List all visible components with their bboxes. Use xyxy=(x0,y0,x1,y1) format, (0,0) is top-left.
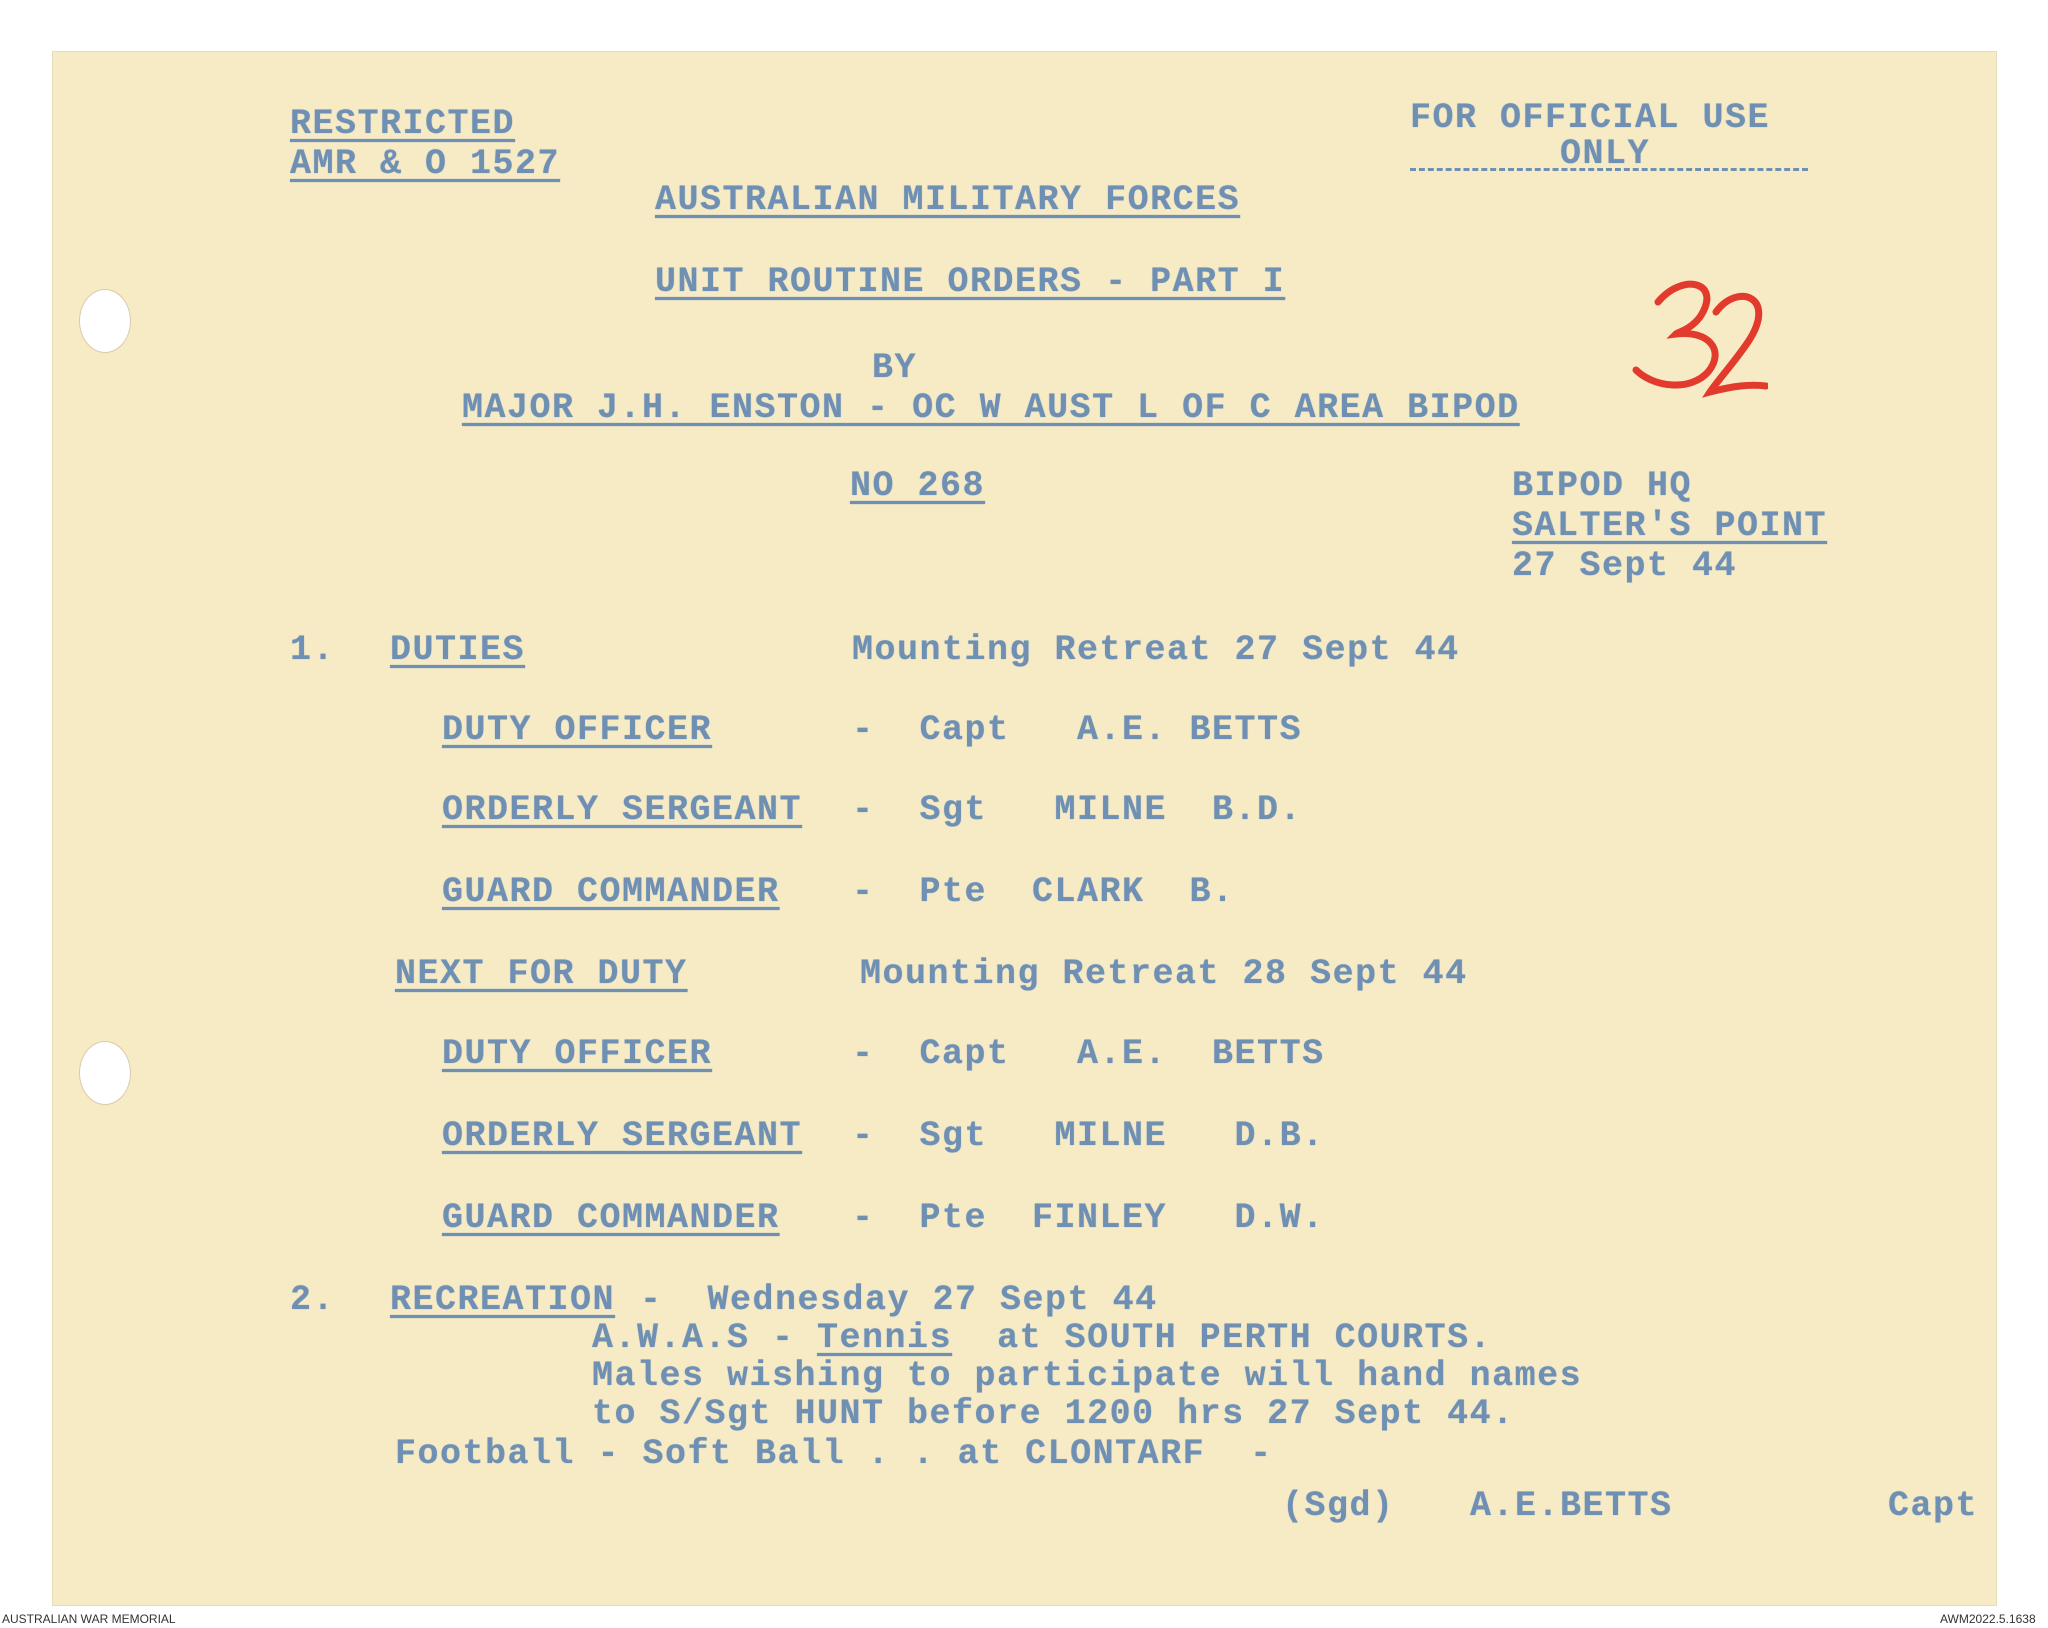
issuing-officer: MAJOR J.H. ENSTON - OC W AUST L OF C AREA BIPOD xyxy=(462,388,1520,428)
next-for-duty-heading: NEXT FOR DUTY xyxy=(395,954,688,994)
archive-credit: AUSTRALIAN WAR MEMORIAL xyxy=(2,1612,176,1626)
punch-hole-top xyxy=(79,289,131,353)
official-use-label: FOR OFFICIAL USE xyxy=(1410,98,1771,138)
signed-label: (Sgd) xyxy=(1282,1486,1395,1526)
next-duty-role: ORDERLY SERGEANT xyxy=(442,1116,803,1156)
by-label: BY xyxy=(872,348,918,388)
duty-role: ORDERLY SERGEANT xyxy=(442,790,803,830)
recreation-heading: RECREATION xyxy=(390,1280,616,1320)
location-hq: BIPOD HQ xyxy=(1512,466,1693,506)
next-duty-role: GUARD COMMANDER xyxy=(442,1198,780,1238)
order-number: NO 268 xyxy=(850,466,986,506)
next-duty-role: DUTY OFFICER xyxy=(442,1034,713,1074)
next-duty-assignment: - Pte FINLEY D.W. xyxy=(852,1198,1325,1238)
next-mounting: Mounting Retreat 28 Sept 44 xyxy=(860,954,1468,994)
next-duty-assignment: - Sgt MILNE D.B. xyxy=(852,1116,1325,1156)
official-use-only: ONLY xyxy=(1560,134,1651,174)
duty-assignment: - Pte CLARK B. xyxy=(852,872,1235,912)
tennis-venue: at SOUTH PERTH COURTS. xyxy=(952,1318,1493,1358)
duties-heading: DUTIES xyxy=(390,630,526,670)
handwritten-page-number xyxy=(1628,272,1768,402)
duty-assignment: - Capt A.E. BETTS xyxy=(852,710,1303,750)
awas-label: A.W.A.S - xyxy=(592,1318,818,1358)
document-subtitle: UNIT ROUTINE ORDERS - PART I xyxy=(655,262,1286,302)
recreation-line-2: Males wishing to participate will hand names xyxy=(592,1356,1583,1396)
section-1-number: 1. xyxy=(290,630,336,670)
tennis-label: Tennis xyxy=(817,1318,953,1358)
signatory-name: A.E.BETTS xyxy=(1470,1486,1673,1526)
duty-role: DUTY OFFICER xyxy=(442,710,713,750)
recreation-day: - Wednesday 27 Sept 44 xyxy=(640,1280,1158,1320)
order-date: 27 Sept 44 xyxy=(1512,546,1738,586)
recreation-line-1 xyxy=(592,1318,1492,1358)
official-use-underline xyxy=(1410,168,1808,171)
restricted-label: RESTRICTED xyxy=(290,104,516,144)
recreation-line-4: Football - Soft Ball . . at CLONTARF - xyxy=(395,1434,1273,1474)
duty-assignment: - Sgt MILNE B.D. xyxy=(852,790,1303,830)
location-salters-point: SALTER'S POINT xyxy=(1512,506,1828,546)
duty-role: GUARD COMMANDER xyxy=(442,872,780,912)
duties-mounting: Mounting Retreat 27 Sept 44 xyxy=(852,630,1460,670)
section-2-number: 2. xyxy=(290,1280,336,1320)
amr-reference: AMR & O 1527 xyxy=(290,144,561,184)
signatory-rank: Capt xyxy=(1888,1486,1979,1526)
archive-reference: AWM2022.5.1638 xyxy=(1940,1612,2036,1626)
punch-hole-bottom xyxy=(79,1041,131,1105)
next-duty-assignment: - Capt A.E. BETTS xyxy=(852,1034,1325,1074)
recreation-line-3: to S/Sgt HUNT before 1200 hrs 27 Sept 44. xyxy=(592,1394,1515,1434)
document-title: AUSTRALIAN MILITARY FORCES xyxy=(655,180,1241,220)
